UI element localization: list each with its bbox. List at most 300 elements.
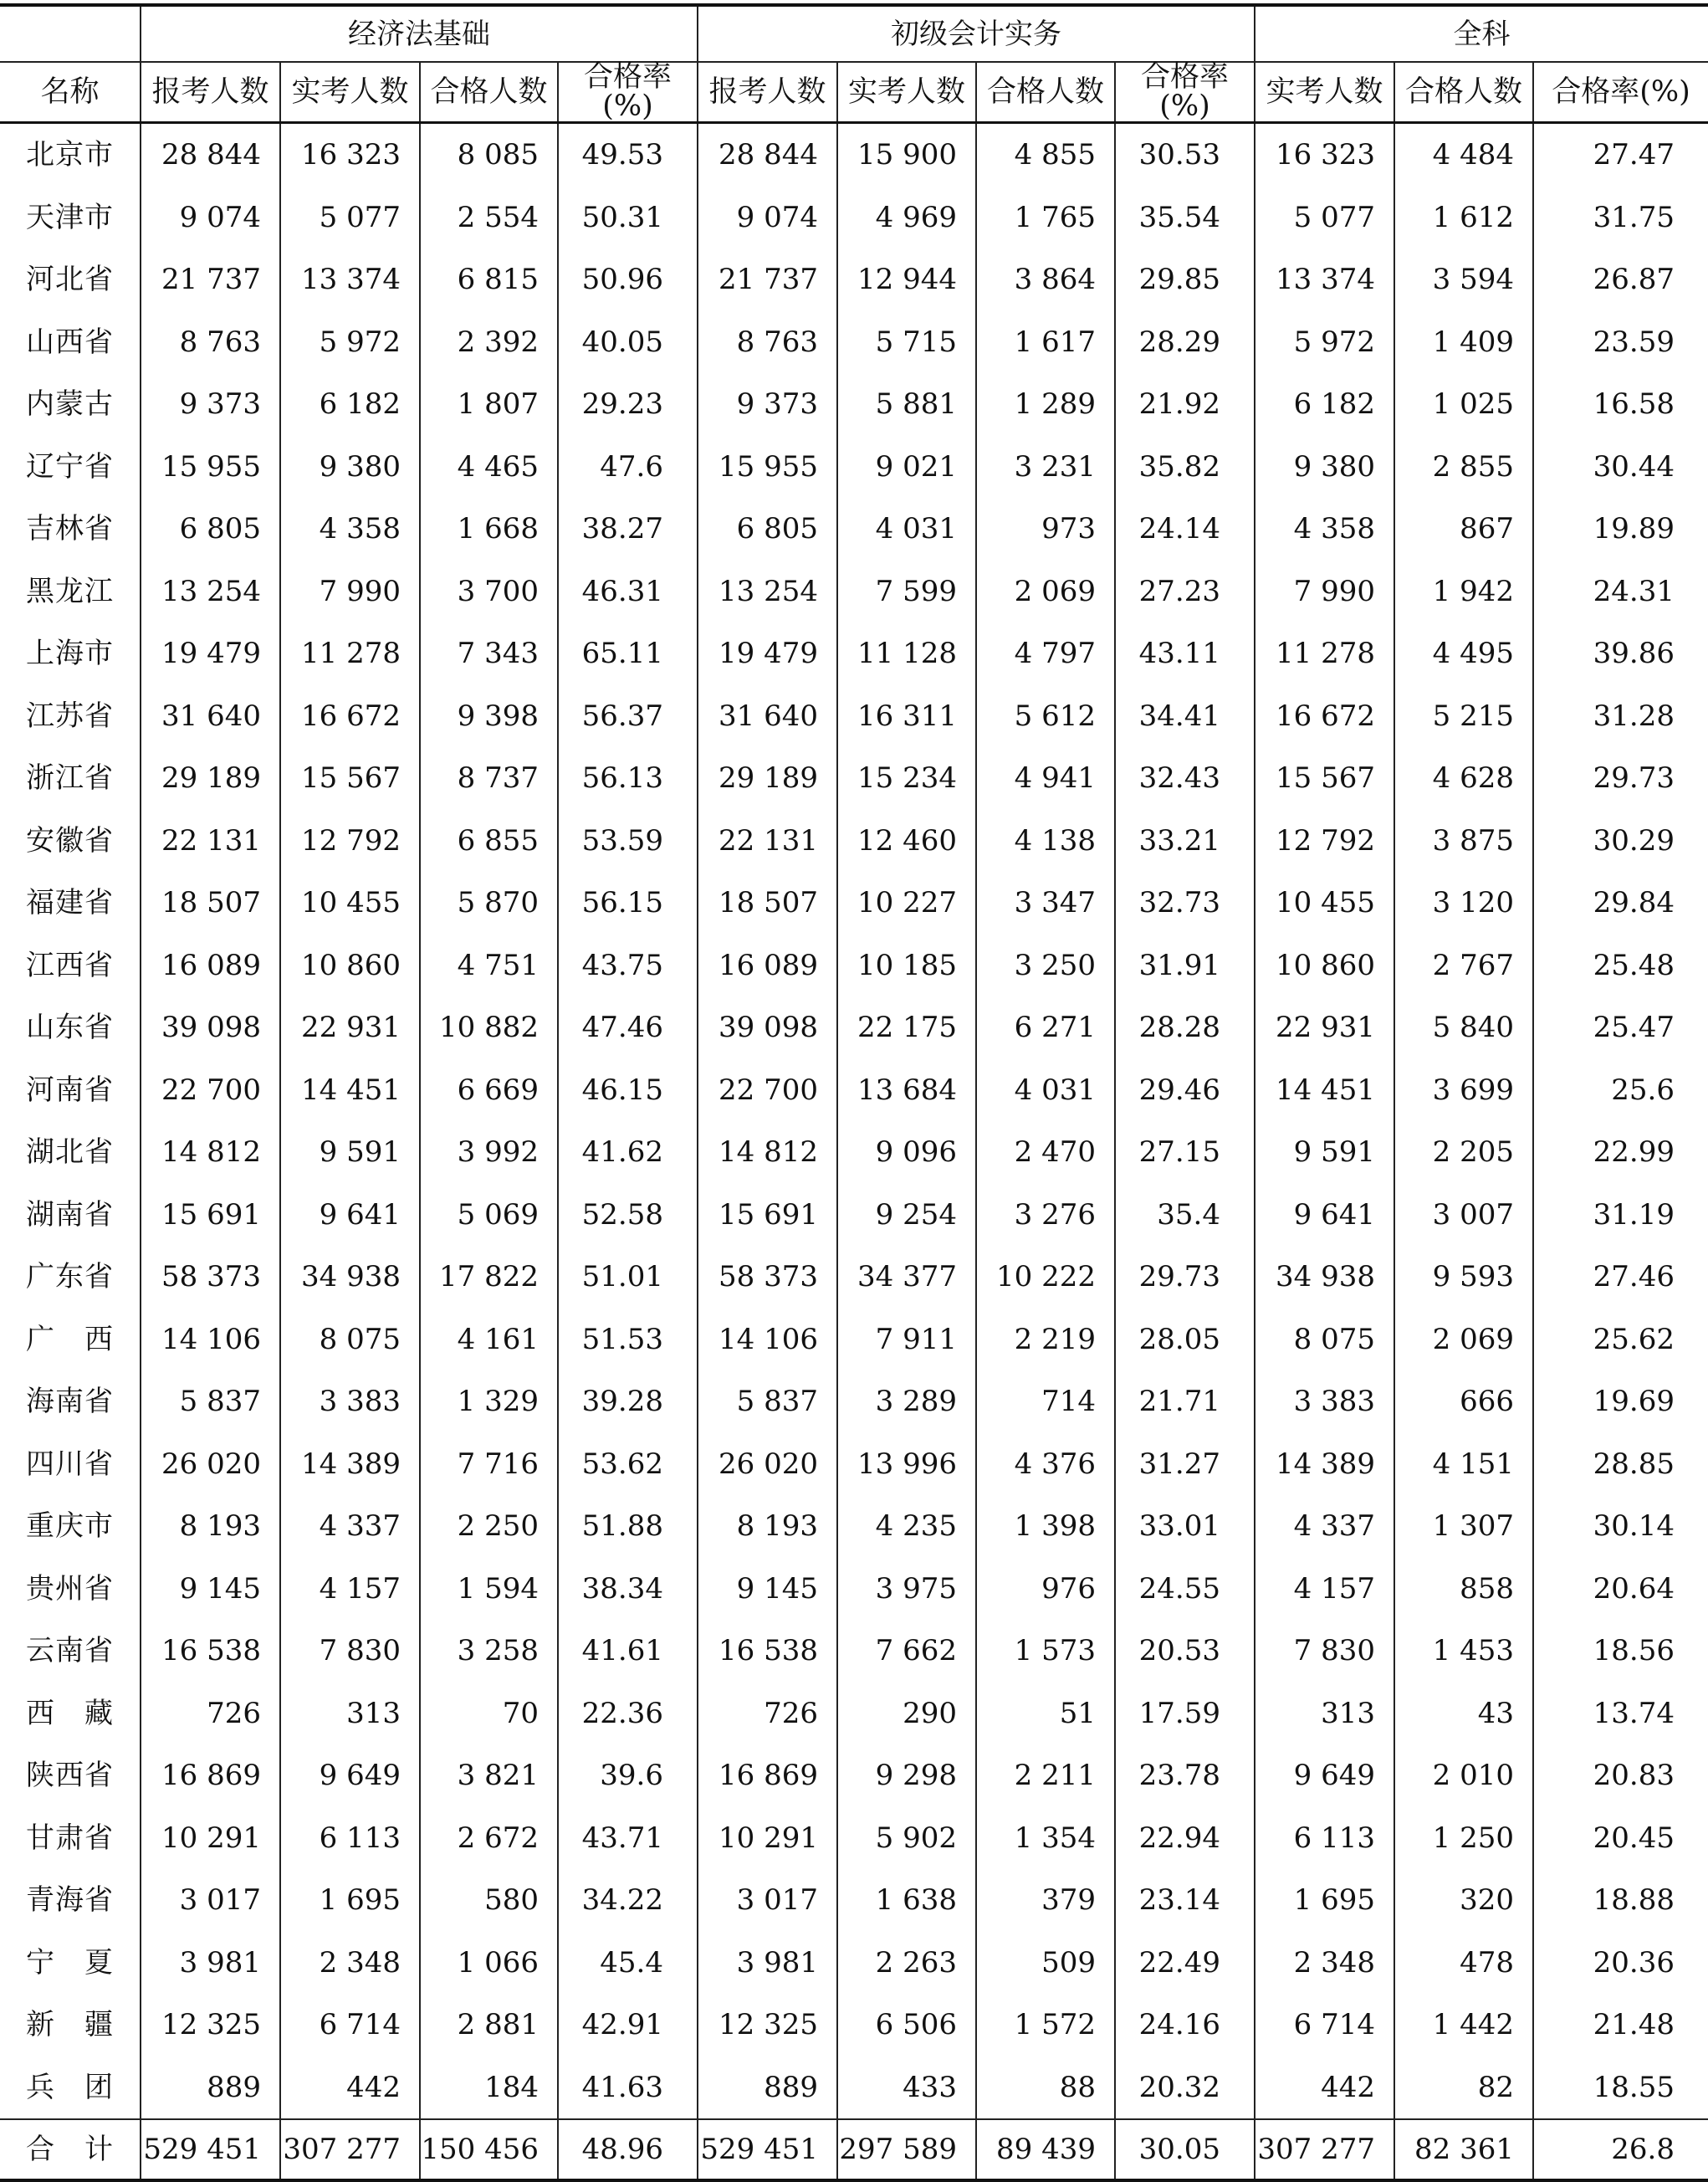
value-cell: 509 [976,1932,1115,1995]
value-cell: 9 398 [420,685,558,748]
table-header [0,5,1708,123]
value-cell: 30.05 [1115,2119,1255,2180]
value-cell: 1 307 [1394,1495,1533,1558]
value-cell: 1 573 [976,1620,1115,1683]
column-header: 实考人数 [1255,62,1394,123]
table-row [0,1807,1708,1870]
column-header: 合格率(%) [1533,62,1708,123]
value-cell: 1 354 [976,1807,1115,1870]
value-cell: 18 507 [698,872,837,935]
value-cell: 4 337 [1255,1495,1394,1558]
value-cell: 6 113 [1255,1807,1394,1870]
table-row [0,1246,1708,1309]
value-cell: 3 120 [1394,872,1533,935]
value-cell: 290 [837,1683,976,1745]
value-cell: 858 [1394,1558,1533,1621]
value-cell: 29 189 [698,747,837,810]
value-cell: 9 254 [837,1184,976,1247]
value-cell: 21 737 [698,248,837,311]
value-cell: 29.23 [558,373,698,436]
value-cell: 4 941 [976,747,1115,810]
value-cell: 25.48 [1533,935,1708,997]
value-cell: 10 455 [1255,872,1394,935]
value-cell: 10 222 [976,1246,1115,1309]
value-cell: 51.53 [558,1309,698,1371]
value-cell: 1 453 [1394,1620,1533,1683]
table-row [0,123,1708,187]
value-cell: 31.27 [1115,1433,1255,1496]
value-cell: 19.69 [1533,1370,1708,1433]
value-cell: 1 594 [420,1558,558,1621]
value-cell: 14 389 [1255,1433,1394,1496]
value-cell: 29.46 [1115,1059,1255,1122]
value-cell: 19.89 [1533,498,1708,561]
value-cell: 16 089 [698,935,837,997]
value-cell: 10 860 [1255,935,1394,997]
region-name-cell: 合 计 [0,2119,141,2180]
value-cell: 41.61 [558,1620,698,1683]
table-row [0,1994,1708,2057]
value-cell: 15 691 [141,1184,280,1247]
value-cell: 13 254 [141,561,280,623]
region-name-cell: 陕西省 [0,1744,141,1807]
value-cell: 28 844 [698,123,837,187]
value-cell: 4 484 [1394,123,1533,187]
value-cell: 6 815 [420,248,558,311]
value-cell: 4 031 [837,498,976,561]
value-cell: 43.75 [558,935,698,997]
value-cell: 8 193 [141,1495,280,1558]
value-cell: 3 289 [837,1370,976,1433]
value-cell: 5 837 [698,1370,837,1433]
value-cell: 58 373 [141,1246,280,1309]
value-cell: 726 [141,1683,280,1745]
region-name-cell: 河南省 [0,1059,141,1122]
value-cell: 4 161 [420,1309,558,1371]
value-cell: 25.62 [1533,1309,1708,1371]
value-cell: 56.13 [558,747,698,810]
value-cell: 9 298 [837,1744,976,1807]
value-cell: 22.99 [1533,1121,1708,1184]
value-cell: 9 649 [1255,1744,1394,1807]
region-name-cell: 甘肃省 [0,1807,141,1870]
table-row [0,872,1708,935]
value-cell: 976 [976,1558,1115,1621]
value-cell: 6 271 [976,996,1115,1059]
table-row [0,436,1708,499]
value-cell: 2 672 [420,1807,558,1870]
exam-results-table [0,3,1708,2182]
value-cell: 30.44 [1533,436,1708,499]
region-name-cell: 江西省 [0,935,141,997]
value-cell: 433 [837,2057,976,2120]
value-cell: 22 700 [141,1059,280,1122]
value-cell: 22.49 [1115,1932,1255,1995]
value-cell: 43 [1394,1683,1533,1745]
value-cell: 13 996 [837,1433,976,1496]
value-cell: 88 [976,2057,1115,2120]
value-cell: 726 [698,1683,837,1745]
value-cell: 24.31 [1533,561,1708,623]
value-cell: 2 392 [420,311,558,374]
value-cell: 442 [280,2057,420,2120]
value-cell: 5 612 [976,685,1115,748]
value-cell: 2 470 [976,1121,1115,1184]
value-cell: 34 938 [280,1246,420,1309]
value-cell: 9 373 [698,373,837,436]
value-cell: 43.71 [558,1807,698,1870]
value-cell: 1 250 [1394,1807,1533,1870]
value-cell: 3 821 [420,1744,558,1807]
value-cell: 29.84 [1533,872,1708,935]
value-cell: 46.15 [558,1059,698,1122]
table-row [0,935,1708,997]
value-cell: 32.43 [1115,747,1255,810]
value-cell: 51.88 [558,1495,698,1558]
value-cell: 16 672 [280,685,420,748]
value-cell: 18.56 [1533,1620,1708,1683]
table-row [0,1184,1708,1247]
value-cell: 7 716 [420,1433,558,1496]
value-cell: 5 715 [837,311,976,374]
value-cell: 38.27 [558,498,698,561]
value-cell: 6 805 [141,498,280,561]
table-row [0,311,1708,374]
value-cell: 21.48 [1533,1994,1708,2057]
value-cell: 22 131 [698,810,837,873]
value-cell: 3 975 [837,1558,976,1621]
value-cell: 313 [280,1683,420,1745]
region-name-cell: 河北省 [0,248,141,311]
value-cell: 529 451 [698,2119,837,2180]
value-cell: 1 638 [837,1869,976,1932]
value-cell: 12 460 [837,810,976,873]
value-cell: 42.91 [558,1994,698,2057]
value-cell: 12 792 [280,810,420,873]
value-cell: 4 969 [837,187,976,249]
value-cell: 8 075 [280,1309,420,1371]
value-cell: 13 254 [698,561,837,623]
value-cell: 22 131 [141,810,280,873]
value-cell: 4 157 [1255,1558,1394,1621]
value-cell: 33.01 [1115,1495,1255,1558]
value-cell: 14 451 [280,1059,420,1122]
value-cell: 3 699 [1394,1059,1533,1122]
value-cell: 31.28 [1533,685,1708,748]
value-cell: 320 [1394,1869,1533,1932]
value-cell: 6 855 [420,810,558,873]
value-cell: 1 695 [280,1869,420,1932]
value-cell: 4 235 [837,1495,976,1558]
value-cell: 5 972 [280,311,420,374]
column-header: 实考人数 [280,62,420,123]
value-cell: 18 507 [141,872,280,935]
value-cell: 4 151 [1394,1433,1533,1496]
value-cell: 34.41 [1115,685,1255,748]
value-cell: 5 902 [837,1807,976,1870]
value-cell: 48.96 [558,2119,698,2180]
value-cell: 6 669 [420,1059,558,1122]
value-cell: 7 343 [420,622,558,685]
value-cell: 29.73 [1533,747,1708,810]
region-name-cell: 内蒙古 [0,373,141,436]
table-row [0,622,1708,685]
region-name-cell: 北京市 [0,123,141,187]
value-cell: 9 380 [1255,436,1394,499]
table-row [0,1558,1708,1621]
value-cell: 11 278 [1255,622,1394,685]
value-cell: 1 289 [976,373,1115,436]
value-cell: 46.31 [558,561,698,623]
value-cell: 26 020 [698,1433,837,1496]
value-cell: 7 830 [280,1620,420,1683]
value-cell: 30.29 [1533,810,1708,873]
value-cell: 27.47 [1533,123,1708,187]
region-name-cell: 广东省 [0,1246,141,1309]
value-cell: 22 175 [837,996,976,1059]
value-cell: 15 234 [837,747,976,810]
value-cell: 56.15 [558,872,698,935]
value-cell: 9 649 [280,1744,420,1807]
value-cell: 41.63 [558,2057,698,2120]
value-cell: 29.85 [1115,248,1255,311]
value-cell: 23.59 [1533,311,1708,374]
value-cell: 39.86 [1533,622,1708,685]
value-cell: 9 593 [1394,1246,1533,1309]
value-cell: 6 805 [698,498,837,561]
value-cell: 3 875 [1394,810,1533,873]
column-header: 合格人数 [1394,62,1533,123]
value-cell: 2 010 [1394,1744,1533,1807]
value-cell: 47.46 [558,996,698,1059]
region-name-cell: 云南省 [0,1620,141,1683]
value-cell: 1 442 [1394,1994,1533,2057]
value-cell: 26 020 [141,1433,280,1496]
table-row [0,996,1708,1059]
total-row [0,2119,1708,2180]
value-cell: 34.22 [558,1869,698,1932]
value-cell: 2 069 [976,561,1115,623]
region-name-cell: 宁 夏 [0,1932,141,1995]
value-cell: 580 [420,1869,558,1932]
value-cell: 20.32 [1115,2057,1255,2120]
region-name-cell: 广 西 [0,1309,141,1371]
value-cell: 34 938 [1255,1246,1394,1309]
value-cell: 52.58 [558,1184,698,1247]
value-cell: 53.62 [558,1433,698,1496]
value-cell: 15 900 [837,123,976,187]
region-name-cell: 新 疆 [0,1994,141,2057]
value-cell: 31.75 [1533,187,1708,249]
value-cell: 2 881 [420,1994,558,2057]
value-cell: 39 098 [698,996,837,1059]
value-cell: 51 [976,1683,1115,1745]
value-cell: 7 911 [837,1309,976,1371]
value-cell: 22 931 [280,996,420,1059]
value-cell: 7 599 [837,561,976,623]
value-cell: 297 589 [837,2119,976,2180]
value-cell: 10 185 [837,935,976,997]
value-cell: 18.88 [1533,1869,1708,1932]
value-cell: 22.94 [1115,1807,1255,1870]
value-cell: 16 869 [698,1744,837,1807]
value-cell: 45.4 [558,1932,698,1995]
value-cell: 3 231 [976,436,1115,499]
value-cell: 8 763 [141,311,280,374]
table-row [0,1932,1708,1995]
value-cell: 20.53 [1115,1620,1255,1683]
value-cell: 7 662 [837,1620,976,1683]
value-cell: 2 205 [1394,1121,1533,1184]
value-cell: 70 [420,1683,558,1745]
value-cell: 4 797 [976,622,1115,685]
value-cell: 16.58 [1533,373,1708,436]
value-cell: 6 506 [837,1994,976,2057]
value-cell: 4 031 [976,1059,1115,1122]
value-cell: 7 830 [1255,1620,1394,1683]
value-cell: 2 250 [420,1495,558,1558]
value-cell: 19 479 [141,622,280,685]
value-cell: 18.55 [1533,2057,1708,2120]
value-cell: 10 882 [420,996,558,1059]
value-cell: 82 [1394,2057,1533,2120]
value-cell: 2 554 [420,187,558,249]
value-cell: 6 714 [1255,1994,1394,2057]
value-cell: 4 495 [1394,622,1533,685]
group-header-economic-law: 经济法基础 [141,5,698,62]
value-cell: 47.6 [558,436,698,499]
region-name-cell: 贵州省 [0,1558,141,1621]
value-cell: 4 465 [420,436,558,499]
value-cell: 2 211 [976,1744,1115,1807]
value-cell: 2 069 [1394,1309,1533,1371]
value-cell: 28.29 [1115,311,1255,374]
value-cell: 4 358 [280,498,420,561]
value-cell: 10 291 [141,1807,280,1870]
value-cell: 19 479 [698,622,837,685]
value-cell: 26.87 [1533,248,1708,311]
table-row [0,1620,1708,1683]
value-cell: 16 089 [141,935,280,997]
value-cell: 82 361 [1394,2119,1533,2180]
value-cell: 27.46 [1533,1246,1708,1309]
corner-cell [0,5,141,62]
value-cell: 4 628 [1394,747,1533,810]
value-cell: 5 069 [420,1184,558,1247]
value-cell: 16 869 [141,1744,280,1807]
value-cell: 6 113 [280,1807,420,1870]
table-row [0,248,1708,311]
value-cell: 49.53 [558,123,698,187]
column-header: 合格率(%) [558,62,698,123]
region-name-cell: 吉林省 [0,498,141,561]
value-cell: 30.14 [1533,1495,1708,1558]
value-cell: 30.53 [1115,123,1255,187]
value-cell: 8 085 [420,123,558,187]
value-cell: 24.14 [1115,498,1255,561]
table-row [0,1495,1708,1558]
value-cell: 3 007 [1394,1184,1533,1247]
value-cell: 27.23 [1115,561,1255,623]
value-cell: 7 990 [280,561,420,623]
value-cell: 5 077 [1255,187,1394,249]
region-name-cell: 湖南省 [0,1184,141,1247]
value-cell: 714 [976,1370,1115,1433]
value-cell: 1 765 [976,187,1115,249]
value-cell: 17 822 [420,1246,558,1309]
region-name-cell: 山东省 [0,996,141,1059]
table-row [0,498,1708,561]
value-cell: 4 358 [1255,498,1394,561]
value-cell: 9 145 [141,1558,280,1621]
value-cell: 6 182 [280,373,420,436]
region-name-cell: 兵 团 [0,2057,141,2120]
value-cell: 32.73 [1115,872,1255,935]
column-header: 合格率(%) [1115,62,1255,123]
column-header: 报考人数 [698,62,837,123]
value-cell: 28.85 [1533,1433,1708,1496]
value-cell: 12 792 [1255,810,1394,873]
value-cell: 21.71 [1115,1370,1255,1433]
value-cell: 15 691 [698,1184,837,1247]
value-cell: 9 373 [141,373,280,436]
value-cell: 16 538 [698,1620,837,1683]
value-cell: 4 138 [976,810,1115,873]
value-cell: 5 972 [1255,311,1394,374]
value-cell: 3 700 [420,561,558,623]
value-cell: 14 812 [698,1121,837,1184]
value-cell: 3 250 [976,935,1115,997]
value-cell: 4 751 [420,935,558,997]
value-cell: 3 981 [698,1932,837,1995]
value-cell: 14 106 [141,1309,280,1371]
column-header: 实考人数 [837,62,976,123]
table-row [0,810,1708,873]
region-name-cell: 福建省 [0,872,141,935]
value-cell: 35.82 [1115,436,1255,499]
value-cell: 1 409 [1394,311,1533,374]
value-cell: 5 215 [1394,685,1533,748]
value-cell: 529 451 [141,2119,280,2180]
table-row [0,1370,1708,1433]
value-cell: 11 278 [280,622,420,685]
value-cell: 24.16 [1115,1994,1255,2057]
value-cell: 20.64 [1533,1558,1708,1621]
region-name-cell: 江苏省 [0,685,141,748]
value-cell: 27.15 [1115,1121,1255,1184]
value-cell: 1 617 [976,311,1115,374]
table-row [0,1744,1708,1807]
value-cell: 13.74 [1533,1683,1708,1745]
value-cell: 307 277 [1255,2119,1394,2180]
value-cell: 13 374 [280,248,420,311]
value-cell: 13 374 [1255,248,1394,311]
value-cell: 6 182 [1255,373,1394,436]
value-cell: 478 [1394,1932,1533,1995]
group-header-all-subjects: 全科 [1255,5,1708,62]
value-cell: 21.92 [1115,373,1255,436]
value-cell: 58 373 [698,1246,837,1309]
value-cell: 26.8 [1533,2119,1708,2180]
value-cell: 16 672 [1255,685,1394,748]
value-cell: 14 451 [1255,1059,1394,1122]
value-cell: 9 591 [1255,1121,1394,1184]
value-cell: 4 855 [976,123,1115,187]
value-cell: 973 [976,498,1115,561]
value-cell: 5 840 [1394,996,1533,1059]
value-cell: 3 347 [976,872,1115,935]
value-cell: 15 567 [1255,747,1394,810]
